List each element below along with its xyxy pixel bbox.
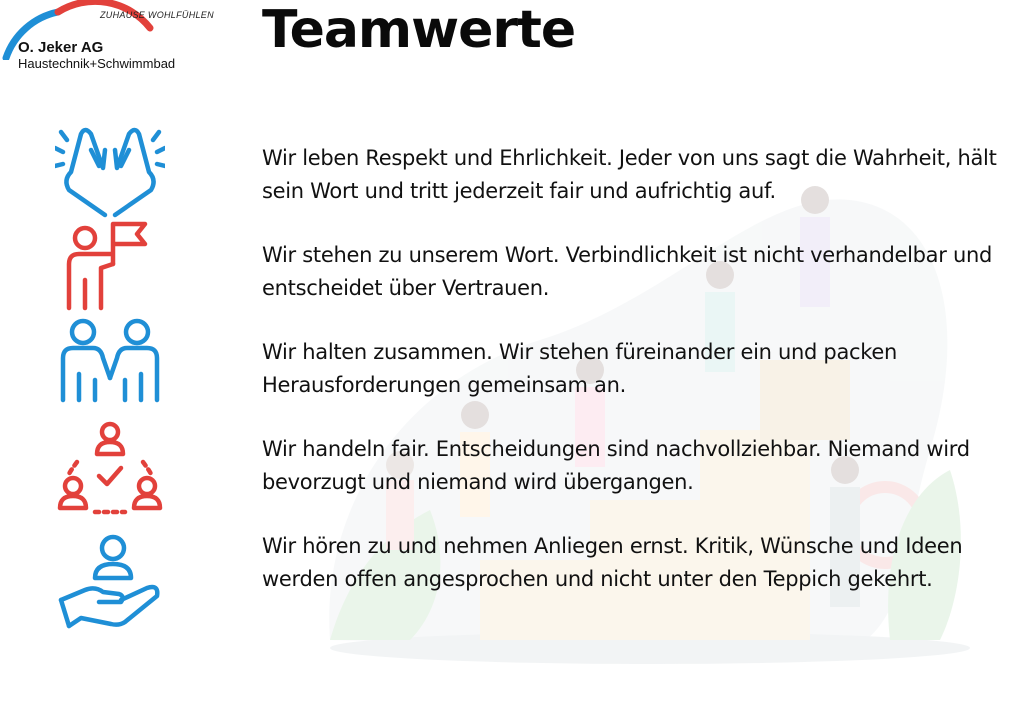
- value-icons-column: [55, 120, 165, 630]
- logo-company-name: O. Jeker AG: [18, 39, 104, 56]
- logo-division: Haustechnik+Schwimmbad: [18, 56, 176, 71]
- two-people-holding-hands-icon: [55, 318, 165, 418]
- hand-holding-person-icon: [55, 530, 165, 630]
- value-statement-listening: Wir hören zu und nehmen Anliegen ernst. Kritik, Wünsche und Ideen werden offen angesprochen und nicht unter den Teppich gekehrt.: [262, 534, 963, 591]
- value-statement-togetherness: Wir halten zusammen. Wir stehen füreinander ein und packen Herausforderungen gemeinsam an.: [262, 340, 898, 397]
- team-values-list: [262, 142, 1007, 627]
- person-with-flag-icon: [55, 220, 165, 320]
- group-with-checkmark-icon: [55, 420, 165, 520]
- value-statement-respect: Wir leben Respekt und Ehrlichkeit. Jeder von uns sagt die Wahrheit, hält sein Wort und tritt jederzeit fair und aufrichtig auf.: [262, 146, 997, 203]
- page-title: Teamwerte: [262, 0, 576, 60]
- company-logo: [0, 0, 220, 75]
- value-statement-fairness: Wir handeln fair. Entscheidungen sind nachvollziehbar. Niemand wird bevorzugt und niemand wird übergangen.: [262, 437, 970, 494]
- high-five-hands-icon: [55, 120, 165, 220]
- logo-tagline: ZUHAUSE WOHLFÜHLEN: [100, 10, 214, 20]
- value-statement-commitment: Wir stehen zu unserem Wort. Verbindlichkeit ist nicht verhandelbar und entscheidet über Vertrauen.: [262, 243, 992, 300]
